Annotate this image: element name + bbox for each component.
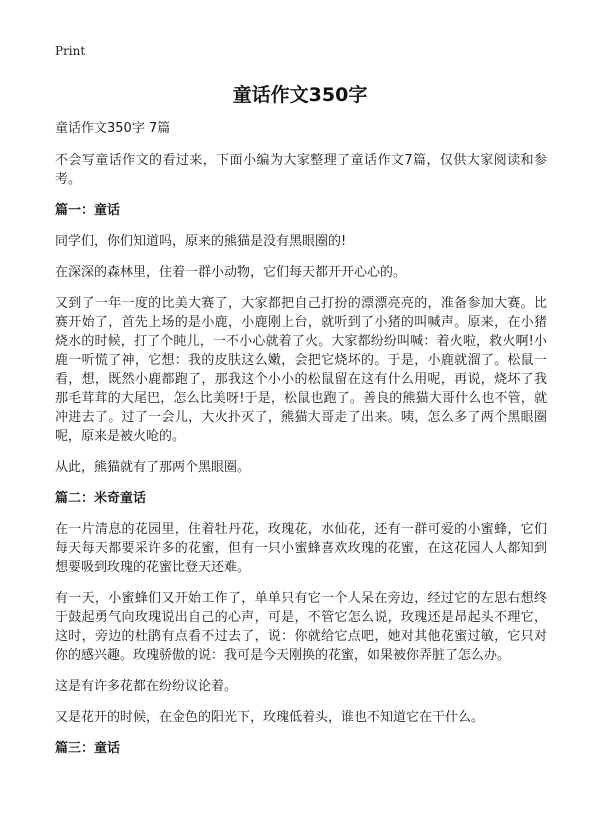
section-2-paragraph: 又是花开的时候，在金色的阳光下，玫瑰低着头，谁也不知道它在干什么。 <box>55 710 485 725</box>
section-1-paragraph: 同学们，你们知道吗，原来的熊猫是没有黑眼圈的! <box>55 234 347 249</box>
page-title: 童话作文350字 <box>232 84 368 106</box>
section-heading-2: 篇二：米奇童话 <box>55 491 147 506</box>
section-1-paragraph: 从此，熊猫就有了那两个黑眼圈。 <box>55 460 251 475</box>
section-2-paragraph: 这是有许多花都在纷纷议论着。 <box>55 679 238 694</box>
section-1-paragraph: 在深深的森林里，住着一群小动物，它们每天都开开心心的。 <box>55 265 407 280</box>
intro-paragraph: 不会写童话作文的看过来，下面小编为大家整理了童话作文7篇，仅供大家阅读和参考。 <box>55 153 547 187</box>
section-heading-3: 篇三：童话 <box>55 741 121 756</box>
subtitle: 童话作文350字 7篇 <box>55 121 171 136</box>
article-body <box>55 120 547 770</box>
section-1-paragraph: 又到了一年一度的比美大赛了，大家都把自己打扮的漂漂亮亮的，准备参加大赛。比赛开始了，首先上场的是小鹿，小鹿刚上台，就听到了小猪的叫喊声。原来，在小猪烧水的时候，打了个盹儿，一不小心就着了火。大家都纷纷叫喊：着火啦，救火啊!小鹿一听慌了神，它想：我的皮肤这么嫩，会把它烧坏的。于是，小鹿就溜了。松鼠一看，想，既然小鹿都跑了，那我这个小小的松鼠留在这有什么用呢，再说，烧坏了我那毛茸茸的大尾巴，怎么比美呀!于是，松鼠也跑了。善良的熊猫大哥什么也不管，就冲进去了。过了一会儿，大火扑灭了，熊猫大哥走了出来。咦，怎么多了两个黑眼圈呢，原来是被火呛的。 <box>55 296 547 444</box>
section-heading-1: 篇一：童话 <box>55 203 121 218</box>
section-2-paragraph: 在一片清息的花园里，住着牡丹花，玫瑰花，水仙花，还有一群可爱的小蜜蜂，它们每天每天都要采许多的花蜜，但有一只小蜜蜂喜欢玫瑰的花蜜，在这花园人人都知到想要吸到玫瑰的花蜜比登天还难。 <box>55 522 547 575</box>
section-2-paragraph: 有一天，小蜜蜂们又开始工作了，单单只有它一个人呆在旁边，经过它的左思右想终于鼓起勇气向玫瑰说出自己的心声，可是，不管它怎么说，玫瑰还是昂起头不理它，这时，旁边的杜鹃有点看不过去了，说：你就给它点吧，她对其他花蜜过敏，它只对你的感兴趣。玫瑰骄傲的说：我可是今天刚换的花蜜，如果被你弄脏了怎么办。 <box>55 591 547 663</box>
print-label: Print <box>55 44 86 58</box>
